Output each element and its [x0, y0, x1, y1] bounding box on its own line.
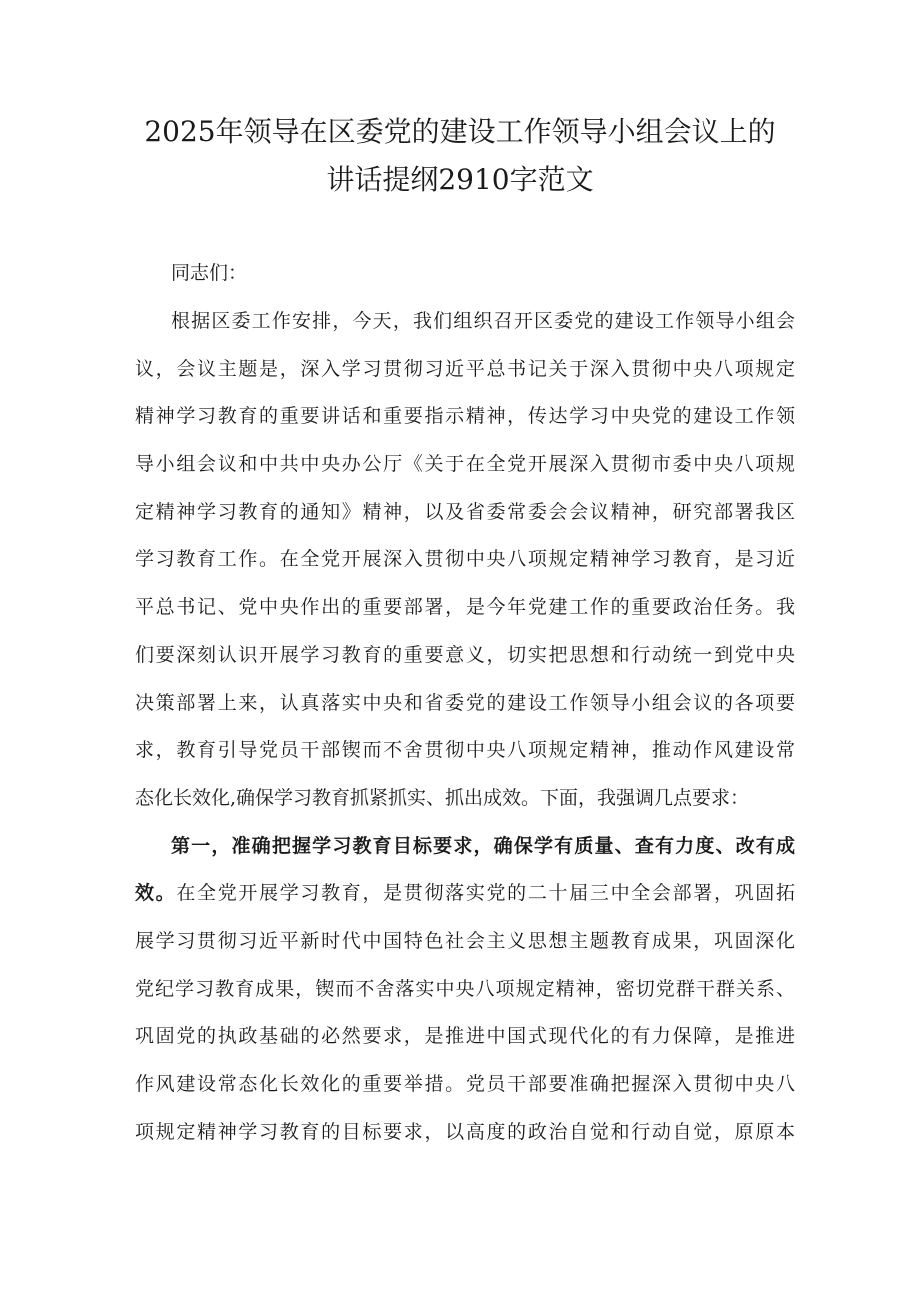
paragraph-line: 项规定精神学习教育的目标要求，以高度的政治自觉和行动自觉，原原本: [135, 1120, 795, 1143]
paragraph-line: 态化长效化,确保学习教育抓紧抓实、抓出成效。下面，我强调几点要求：: [135, 786, 750, 809]
paragraph-line: 精神学习教育的重要讲话和重要指示精神，传达学习中央党的建设工作领: [135, 405, 795, 428]
paragraph-line: 议，会议主题是，深入学习贯彻习近平总书记关于深入贯彻中央八项规定: [135, 357, 795, 380]
paragraph-line: 导小组会议和中共中央办公厅《关于在全党开展深入贯彻市委中央八项规: [135, 453, 795, 476]
paragraph-line: 展学习贯彻习近平新时代中国特色社会主义思想主题教育成果，巩固深化: [135, 929, 795, 952]
paragraph-line: 党纪学习教育成果，锲而不舍落实中央八项规定精神，密切党群干群关系、: [135, 977, 795, 1000]
title-line-2: 讲话提纲2910字范文: [326, 163, 594, 196]
paragraph-line: 巩固党的执政基础的必然要求，是推进中国式现代化的有力保障，是推进: [135, 1025, 795, 1048]
section-heading-end: 效。: [135, 882, 177, 905]
paragraph-line-rest: 在全党开展学习教育，是贯彻落实党的二十届三中全会部署，巩固拓: [176, 882, 795, 905]
paragraph-line: 求，教育引导党员干部锲而不舍贯彻中央八项规定精神，推动作风建设常: [135, 739, 795, 762]
section-heading: 第一，准确把握学习教育目标要求，确保学有质量、查有力度、改有成: [171, 834, 795, 857]
document-body: [135, 248, 795, 1156]
paragraph-2: [135, 823, 795, 1157]
paragraph-line: 决策部署上来，认真落实中央和省委党的建设工作领导小组会议的各项要: [135, 691, 795, 714]
paragraph-line: 们要深刻认识开展学习教育的重要意义，切实把思想和行动统一到党中央: [135, 643, 795, 666]
paragraph-line: 平总书记、党中央作出的重要部署，是今年党建工作的重要政治任务。我: [135, 596, 795, 619]
paragraph-1: [135, 298, 795, 823]
greeting: 同志们：: [171, 262, 248, 284]
paragraph-line: 学习教育工作。在全党开展深入贯彻中央八项规定精神学习教育，是习近: [135, 548, 795, 571]
document-title: [120, 108, 800, 204]
title-line-1: 2025年领导在区委党的建设工作领导小组会议上的: [144, 115, 776, 148]
paragraph-line: 定精神学习教育的通知》精神，以及省委常委会会议精神，研究部署我区: [135, 500, 795, 523]
paragraph-line: 根据区委工作安排，今天，我们组织召开区委党的建设工作领导小组会: [171, 310, 795, 332]
paragraph-line: 作风建设常态化长效化的重要举措。党员干部要准确把握深入贯彻中央八: [135, 1073, 795, 1095]
paragraph-line: [135, 870, 795, 918]
